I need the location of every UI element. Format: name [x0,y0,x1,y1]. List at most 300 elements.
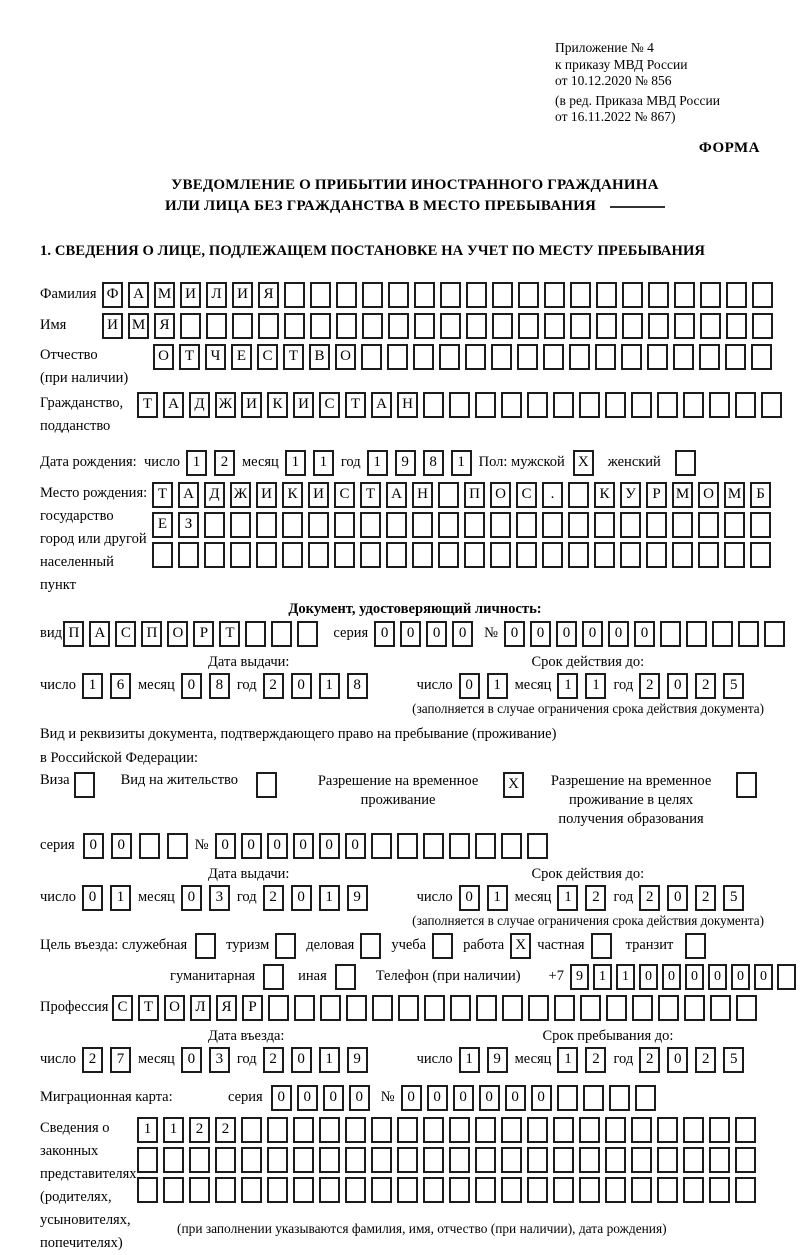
char-cell[interactable] [412,512,433,538]
char-cell[interactable] [569,344,590,370]
char-cell[interactable]: 2 [189,1117,210,1143]
char-cell[interactable] [579,1117,600,1143]
char-cell[interactable] [439,344,460,370]
char-cell[interactable]: 1 [367,450,388,476]
char-cell[interactable] [672,512,693,538]
char-cell[interactable] [137,1147,158,1173]
char-cell[interactable]: 0 [241,833,262,859]
char-cell[interactable]: 1 [285,450,306,476]
char-cell[interactable] [397,1177,418,1203]
char-cell[interactable]: С [112,995,133,1021]
char-cell[interactable]: Ф [102,282,123,308]
char-cell[interactable]: М [154,282,175,308]
char-cell[interactable] [631,1177,652,1203]
char-cell[interactable]: О [490,482,511,508]
char-cell[interactable]: 0 [667,1047,688,1073]
char-cell[interactable] [647,344,668,370]
char-cell[interactable] [492,282,513,308]
char-cell[interactable] [631,1147,652,1173]
char-cell[interactable] [518,313,539,339]
char-cell[interactable] [609,1085,630,1111]
char-cell[interactable]: 2 [214,450,235,476]
char-cell[interactable] [319,1117,340,1143]
char-cell[interactable]: 0 [293,833,314,859]
visa-checkbox[interactable] [74,772,95,798]
char-cell[interactable] [700,282,721,308]
char-cell[interactable]: Д [189,392,210,418]
char-cell[interactable] [204,542,225,568]
char-cell[interactable] [700,313,721,339]
char-cell[interactable]: 5 [723,673,744,699]
char-cell[interactable]: Т [345,392,366,418]
char-cell[interactable] [726,313,747,339]
char-cell[interactable] [568,482,589,508]
purpose-business-checkbox[interactable] [360,933,381,959]
char-cell[interactable] [414,313,435,339]
char-cell[interactable]: И [308,482,329,508]
char-cell[interactable] [475,833,496,859]
char-cell[interactable] [698,542,719,568]
char-cell[interactable] [449,392,470,418]
char-cell[interactable]: 1 [557,1047,578,1073]
char-cell[interactable] [752,313,773,339]
char-cell[interactable] [284,282,305,308]
char-cell[interactable]: К [282,482,303,508]
purpose-transit-checkbox[interactable] [685,933,706,959]
char-cell[interactable] [553,1117,574,1143]
char-cell[interactable]: 1 [82,673,103,699]
purpose-work-checkbox[interactable]: X [510,933,531,959]
char-cell[interactable] [684,995,705,1021]
char-cell[interactable] [735,1117,756,1143]
char-cell[interactable] [605,1177,626,1203]
char-cell[interactable]: 0 [401,1085,422,1111]
char-cell[interactable] [152,542,173,568]
char-cell[interactable] [596,282,617,308]
char-cell[interactable]: 1 [557,885,578,911]
char-cell[interactable] [258,313,279,339]
char-cell[interactable] [293,1117,314,1143]
char-cell[interactable] [736,995,757,1021]
char-cell[interactable] [492,313,513,339]
char-cell[interactable] [189,1147,210,1173]
char-cell[interactable] [387,344,408,370]
char-cell[interactable]: 0 [181,885,202,911]
char-cell[interactable] [423,392,444,418]
char-cell[interactable]: 1 [487,885,508,911]
char-cell[interactable] [646,512,667,538]
char-cell[interactable] [282,542,303,568]
char-cell[interactable] [310,313,331,339]
char-cell[interactable] [388,282,409,308]
char-cell[interactable] [371,1177,392,1203]
char-cell[interactable]: 3 [209,885,230,911]
char-cell[interactable] [516,542,537,568]
char-cell[interactable]: У [620,482,641,508]
char-cell[interactable]: 0 [291,885,312,911]
char-cell[interactable]: 0 [452,621,473,647]
char-cell[interactable]: 3 [209,1047,230,1073]
char-cell[interactable]: 1 [585,673,606,699]
char-cell[interactable]: Т [219,621,240,647]
char-cell[interactable] [490,512,511,538]
char-cell[interactable] [215,1147,236,1173]
char-cell[interactable] [764,621,785,647]
char-cell[interactable] [635,1085,656,1111]
char-cell[interactable] [475,1147,496,1173]
char-cell[interactable]: 1 [319,885,340,911]
char-cell[interactable] [631,392,652,418]
char-cell[interactable] [674,313,695,339]
char-cell[interactable] [710,995,731,1021]
char-cell[interactable]: 0 [349,1085,370,1111]
char-cell[interactable] [230,512,251,538]
char-cell[interactable] [518,282,539,308]
char-cell[interactable]: 6 [110,673,131,699]
char-cell[interactable]: 1 [110,885,131,911]
char-cell[interactable] [397,833,418,859]
char-cell[interactable]: 2 [639,1047,660,1073]
char-cell[interactable] [438,482,459,508]
char-cell[interactable] [620,512,641,538]
char-cell[interactable] [544,313,565,339]
char-cell[interactable] [178,542,199,568]
char-cell[interactable]: 0 [531,1085,552,1111]
char-cell[interactable]: 0 [459,673,480,699]
char-cell[interactable]: 1 [451,450,472,476]
char-cell[interactable] [516,512,537,538]
char-cell[interactable] [735,1177,756,1203]
char-cell[interactable] [414,282,435,308]
char-cell[interactable]: А [163,392,184,418]
char-cell[interactable]: Е [152,512,173,538]
char-cell[interactable]: 1 [163,1117,184,1143]
char-cell[interactable] [371,1147,392,1173]
char-cell[interactable] [412,542,433,568]
char-cell[interactable] [371,833,392,859]
char-cell[interactable] [163,1147,184,1173]
char-cell[interactable]: Л [206,282,227,308]
char-cell[interactable] [449,1117,470,1143]
char-cell[interactable] [544,282,565,308]
char-cell[interactable] [605,1147,626,1173]
char-cell[interactable]: 0 [662,964,681,990]
char-cell[interactable] [137,1177,158,1203]
char-cell[interactable]: 2 [263,885,284,911]
char-cell[interactable] [491,344,512,370]
char-cell[interactable] [622,282,643,308]
char-cell[interactable]: 0 [181,673,202,699]
char-cell[interactable]: И [180,282,201,308]
char-cell[interactable]: Ж [230,482,251,508]
char-cell[interactable]: 1 [186,450,207,476]
char-cell[interactable] [568,512,589,538]
char-cell[interactable]: М [128,313,149,339]
char-cell[interactable]: 0 [427,1085,448,1111]
char-cell[interactable] [750,542,771,568]
char-cell[interactable]: А [386,482,407,508]
char-cell[interactable]: А [178,482,199,508]
char-cell[interactable]: 0 [297,1085,318,1111]
char-cell[interactable] [777,964,796,990]
char-cell[interactable] [476,995,497,1021]
char-cell[interactable] [362,313,383,339]
char-cell[interactable] [423,1117,444,1143]
char-cell[interactable] [594,542,615,568]
char-cell[interactable] [232,313,253,339]
char-cell[interactable] [267,1147,288,1173]
char-cell[interactable] [699,344,720,370]
char-cell[interactable] [267,1117,288,1143]
char-cell[interactable]: 2 [695,673,716,699]
char-cell[interactable] [674,282,695,308]
char-cell[interactable]: К [594,482,615,508]
char-cell[interactable] [657,392,678,418]
char-cell[interactable] [388,313,409,339]
char-cell[interactable] [709,1177,730,1203]
char-cell[interactable]: 1 [557,673,578,699]
char-cell[interactable] [297,621,318,647]
char-cell[interactable]: 2 [695,1047,716,1073]
char-cell[interactable]: А [128,282,149,308]
char-cell[interactable]: К [267,392,288,418]
char-cell[interactable] [543,344,564,370]
purpose-other-checkbox[interactable] [335,964,356,990]
char-cell[interactable]: 5 [723,1047,744,1073]
char-cell[interactable]: 1 [319,1047,340,1073]
char-cell[interactable] [241,1147,262,1173]
char-cell[interactable] [360,512,381,538]
char-cell[interactable] [761,392,782,418]
char-cell[interactable] [594,512,615,538]
char-cell[interactable]: Я [216,995,237,1021]
char-cell[interactable] [553,1177,574,1203]
char-cell[interactable] [268,995,289,1021]
char-cell[interactable]: О [335,344,356,370]
char-cell[interactable] [622,313,643,339]
char-cell[interactable] [579,392,600,418]
char-cell[interactable]: 0 [530,621,551,647]
char-cell[interactable] [527,1147,548,1173]
char-cell[interactable]: 0 [291,673,312,699]
char-cell[interactable]: 0 [667,673,688,699]
char-cell[interactable] [527,1117,548,1143]
char-cell[interactable]: 0 [267,833,288,859]
char-cell[interactable] [360,542,381,568]
char-cell[interactable] [553,1147,574,1173]
char-cell[interactable]: 0 [667,885,688,911]
char-cell[interactable] [595,344,616,370]
char-cell[interactable] [245,621,266,647]
char-cell[interactable] [180,313,201,339]
char-cell[interactable]: 0 [556,621,577,647]
char-cell[interactable]: И [102,313,123,339]
char-cell[interactable] [542,542,563,568]
char-cell[interactable]: 1 [313,450,334,476]
char-cell[interactable] [256,512,277,538]
char-cell[interactable]: 9 [395,450,416,476]
char-cell[interactable] [397,1147,418,1173]
char-cell[interactable] [502,995,523,1021]
char-cell[interactable]: 2 [82,1047,103,1073]
char-cell[interactable]: 0 [319,833,340,859]
char-cell[interactable]: С [115,621,136,647]
char-cell[interactable]: Т [137,392,158,418]
char-cell[interactable]: 8 [423,450,444,476]
char-cell[interactable]: 9 [487,1047,508,1073]
char-cell[interactable] [466,313,487,339]
char-cell[interactable] [501,833,522,859]
char-cell[interactable] [293,1177,314,1203]
char-cell[interactable]: Т [179,344,200,370]
char-cell[interactable] [294,995,315,1021]
char-cell[interactable] [466,282,487,308]
char-cell[interactable] [527,1177,548,1203]
char-cell[interactable] [284,313,305,339]
char-cell[interactable]: М [724,482,745,508]
char-cell[interactable] [568,542,589,568]
char-cell[interactable] [709,392,730,418]
char-cell[interactable] [583,1085,604,1111]
char-cell[interactable]: 7 [110,1047,131,1073]
char-cell[interactable] [725,344,746,370]
char-cell[interactable] [438,542,459,568]
char-cell[interactable]: М [672,482,693,508]
char-cell[interactable]: 0 [323,1085,344,1111]
char-cell[interactable]: Л [190,995,211,1021]
char-cell[interactable]: 8 [209,673,230,699]
char-cell[interactable] [752,282,773,308]
char-cell[interactable]: 8 [347,673,368,699]
char-cell[interactable]: 9 [570,964,589,990]
char-cell[interactable]: 0 [345,833,366,859]
char-cell[interactable] [440,313,461,339]
char-cell[interactable] [345,1147,366,1173]
char-cell[interactable] [308,542,329,568]
char-cell[interactable]: 0 [459,885,480,911]
char-cell[interactable] [241,1117,262,1143]
char-cell[interactable] [139,833,160,859]
char-cell[interactable] [206,313,227,339]
char-cell[interactable] [738,621,759,647]
char-cell[interactable] [683,1117,704,1143]
char-cell[interactable]: 0 [400,621,421,647]
char-cell[interactable] [319,1177,340,1203]
char-cell[interactable] [413,344,434,370]
char-cell[interactable] [570,282,591,308]
char-cell[interactable]: 0 [271,1085,292,1111]
char-cell[interactable] [334,512,355,538]
char-cell[interactable]: Т [138,995,159,1021]
char-cell[interactable] [632,995,653,1021]
sex-female-checkbox[interactable] [675,450,696,476]
char-cell[interactable] [605,392,626,418]
char-cell[interactable] [579,1147,600,1173]
char-cell[interactable]: 9 [347,1047,368,1073]
char-cell[interactable] [735,1147,756,1173]
char-cell[interactable] [751,344,772,370]
char-cell[interactable] [657,1147,678,1173]
char-cell[interactable] [345,1117,366,1143]
char-cell[interactable] [657,1117,678,1143]
char-cell[interactable]: Т [283,344,304,370]
char-cell[interactable] [683,1147,704,1173]
char-cell[interactable] [724,512,745,538]
char-cell[interactable]: И [232,282,253,308]
char-cell[interactable]: А [371,392,392,418]
char-cell[interactable] [241,1177,262,1203]
char-cell[interactable] [362,282,383,308]
char-cell[interactable]: 2 [639,673,660,699]
char-cell[interactable] [606,995,627,1021]
char-cell[interactable] [646,542,667,568]
sex-male-checkbox[interactable]: X [573,450,594,476]
char-cell[interactable]: 1 [137,1117,158,1143]
char-cell[interactable]: 0 [426,621,447,647]
char-cell[interactable] [167,833,188,859]
char-cell[interactable]: О [153,344,174,370]
char-cell[interactable] [372,995,393,1021]
char-cell[interactable] [553,392,574,418]
char-cell[interactable] [423,1177,444,1203]
char-cell[interactable] [320,995,341,1021]
char-cell[interactable] [657,1177,678,1203]
char-cell[interactable]: И [241,392,262,418]
char-cell[interactable] [267,1177,288,1203]
char-cell[interactable] [449,1147,470,1173]
char-cell[interactable] [709,1117,730,1143]
char-cell[interactable] [293,1147,314,1173]
char-cell[interactable]: 1 [319,673,340,699]
char-cell[interactable] [528,995,549,1021]
char-cell[interactable]: 2 [215,1117,236,1143]
char-cell[interactable]: О [164,995,185,1021]
purpose-humanitarian-checkbox[interactable] [263,964,284,990]
char-cell[interactable] [683,392,704,418]
char-cell[interactable]: С [516,482,537,508]
char-cell[interactable] [204,512,225,538]
char-cell[interactable] [527,392,548,418]
char-cell[interactable] [310,282,331,308]
char-cell[interactable]: 2 [263,1047,284,1073]
char-cell[interactable] [371,1117,392,1143]
char-cell[interactable]: Е [231,344,252,370]
char-cell[interactable]: 0 [181,1047,202,1073]
char-cell[interactable] [672,542,693,568]
char-cell[interactable] [336,313,357,339]
char-cell[interactable]: 2 [695,885,716,911]
char-cell[interactable]: 0 [639,964,658,990]
temp-residence-checkbox[interactable]: X [503,772,524,798]
char-cell[interactable] [648,282,669,308]
char-cell[interactable]: 0 [731,964,750,990]
char-cell[interactable] [308,512,329,538]
char-cell[interactable]: Б [750,482,771,508]
char-cell[interactable] [750,512,771,538]
char-cell[interactable] [361,344,382,370]
char-cell[interactable]: Ж [215,392,236,418]
char-cell[interactable] [517,344,538,370]
char-cell[interactable]: 0 [608,621,629,647]
char-cell[interactable] [709,1147,730,1173]
char-cell[interactable]: 2 [639,885,660,911]
char-cell[interactable]: 1 [487,673,508,699]
char-cell[interactable]: 0 [505,1085,526,1111]
char-cell[interactable]: 0 [685,964,704,990]
char-cell[interactable]: В [309,344,330,370]
char-cell[interactable] [464,542,485,568]
char-cell[interactable]: Я [154,313,175,339]
